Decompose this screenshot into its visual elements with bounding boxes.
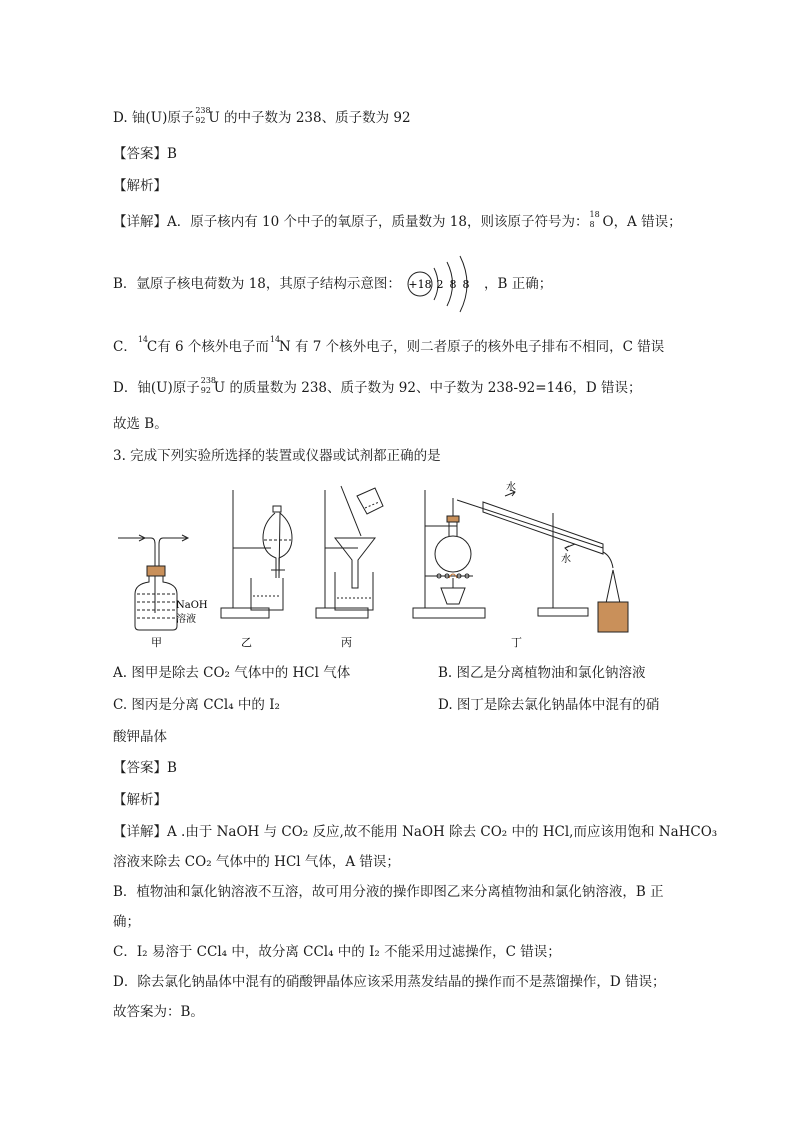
detail-1-b-result: ，B 正确； bbox=[484, 276, 553, 292]
nitrogen-isotope: 14 bbox=[269, 335, 281, 344]
water-label-bottom: 水 bbox=[561, 554, 571, 565]
detail-2-conclusion: 故答案为：B。 bbox=[113, 1004, 204, 1020]
option-b: B. 图乙是分离植物油和氯化钠溶液 bbox=[438, 665, 646, 681]
water-label-top: 水 bbox=[506, 482, 516, 493]
option-d-continued: 酸钾晶体 bbox=[113, 729, 167, 745]
filtration-setup bbox=[316, 486, 383, 618]
option-d-prefix: D. 铀(U)原子 bbox=[113, 110, 195, 126]
label-jia: 甲 bbox=[151, 636, 162, 649]
detail-1-conclusion: 故选 B。 bbox=[113, 416, 168, 432]
detail-2-d: D．除去氯化钠晶体中混有的硝酸钾晶体应该采用蒸发结晶的操作而不是蒸馏操作，D 错误； bbox=[113, 974, 666, 990]
detail-1-a: 【详解】A．原子核内有 10 个中子的氧原子，质量数为 18，则该原子符号为： 18 8 O，A 错误； bbox=[113, 210, 682, 230]
nucleus-label: +18 bbox=[408, 278, 432, 291]
label-bing: 丙 bbox=[341, 636, 352, 649]
label-ding: 丁 bbox=[511, 636, 522, 649]
detail-2-a-line1: 【详解】A .由于 NaOH 与 CO₂ 反应,故不能用 NaOH 除去 CO₂ 中的 HCl,而应该用饱和 NaHCO₃ bbox=[113, 824, 718, 840]
analysis-2-heading: 【解析】 bbox=[113, 792, 167, 808]
apparatus-figure bbox=[113, 478, 633, 653]
detail-2-b-line2: 确； bbox=[113, 914, 140, 930]
detail-2-c: C．I₂ 易溶于 CCl₄ 中，故分离 CCl₄ 中的 I₂ 不能采用过滤操作，C 错误； bbox=[113, 944, 561, 960]
shell-1-count: 2 bbox=[436, 278, 444, 291]
label-yi: 乙 bbox=[241, 636, 252, 649]
analysis-1-heading: 【解析】 bbox=[113, 178, 167, 194]
uranium-isotope-2: 238 92 bbox=[200, 376, 217, 395]
solution-label: 溶液 bbox=[176, 614, 196, 625]
detail-1-b: B．氩原子核电荷数为 18，其原子结构示意图： bbox=[113, 276, 401, 292]
detail-2-a-line2: 溶液来除去 CO₂ 气体中的 HCl 气体，A 错误； bbox=[113, 854, 400, 870]
uranium-isotope: 238 92 bbox=[195, 106, 211, 125]
naoh-label: NaOH bbox=[176, 600, 208, 611]
option-a: A. 图甲是除去 CO₂ 气体中的 HCl 气体 bbox=[113, 665, 351, 681]
question-3-stem: 3. 完成下列实验所选择的装置或仪器或试剂都正确的是 bbox=[113, 448, 441, 464]
detail-1-c: C． 14 C有 6 个核外电子而 14 N 有 7 个核外电子，则二者原子的核外电子排布不相同，C 错误 bbox=[113, 335, 665, 355]
option-c: C. 图丙是分离 CCl₄ 中的 I₂ bbox=[113, 697, 280, 713]
answer-1: 【答案】B bbox=[113, 146, 177, 162]
shell-3-count: 8 bbox=[462, 278, 470, 291]
separatory-funnel bbox=[221, 490, 292, 618]
argon-atom-diagram bbox=[403, 254, 483, 314]
shell-2-count: 8 bbox=[449, 278, 457, 291]
oxygen-isotope: 18 8 bbox=[589, 210, 600, 229]
answer-2: 【答案】B bbox=[113, 760, 177, 776]
detail-2-b-line1: B．植物油和氯化钠溶液不互溶，故可用分液的操作即图乙来分离植物油和氯化钠溶液，B 正 bbox=[113, 884, 664, 900]
option-d: D. 图丁是除去氯化钠晶体中混有的硝 bbox=[438, 697, 660, 713]
distillation-setup bbox=[413, 490, 628, 632]
option-d-text: D. 铀(U)原子 238 92 U 的中子数为 238、质子数为 92 bbox=[113, 106, 411, 126]
carbon-isotope: 14 bbox=[137, 335, 149, 344]
detail-1-d: D．铀(U)原子 238 92 U 的质量数为 238、质子数为 92、中子数为 238-92=146，D 错误； bbox=[113, 376, 642, 396]
